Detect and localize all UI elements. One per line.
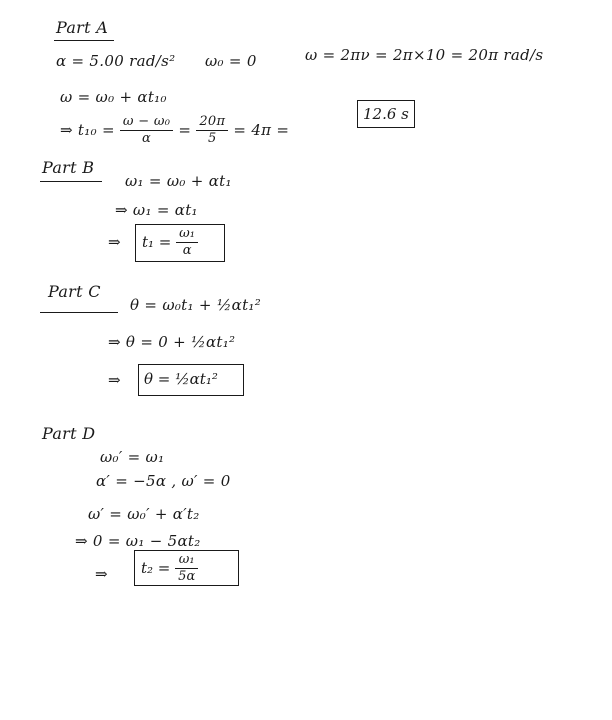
part-b-eq2: ⇒ ω₁ = αt₁ <box>115 201 198 219</box>
part-b-boxed-lhs: t₁ = <box>142 232 172 251</box>
part-b-heading: Part B <box>42 158 95 177</box>
part-b-eq1: ω₁ = ω₀ + αt₁ <box>125 172 232 190</box>
part-c-heading: Part C <box>48 282 101 301</box>
part-d-arrow: ⇒ <box>95 565 108 583</box>
part-c-answer: θ = ½αt₁² <box>144 370 218 388</box>
part-d-heading: Part D <box>42 424 96 443</box>
part-d-eq2: α′ = −5α , ω′ = 0 <box>96 472 231 490</box>
part-c-underline <box>40 312 118 313</box>
part-a-frac1 <box>120 114 173 148</box>
part-b-frac-den: α <box>182 243 192 259</box>
part-d-eq3: ω′ = ω₀′ + α′t₂ <box>88 505 200 523</box>
part-a-given-w: ω = 2πν = 2π×10 = 20π rad/s <box>305 46 544 64</box>
part-c-arrow: ⇒ <box>108 371 121 389</box>
part-d-boxed-lhs: t₂ = <box>141 558 171 577</box>
part-a-eq2-lhs: ⇒ t₁₀ = <box>60 120 115 139</box>
part-c-eq1: θ = ω₀t₁ + ½αt₁² <box>130 296 262 314</box>
part-b-arrow: ⇒ <box>108 233 121 251</box>
part-d-eq1: ω₀′ = ω₁ <box>100 448 165 466</box>
part-d-frac-num: ω₁ <box>175 552 198 569</box>
part-a-eq2 <box>60 114 289 148</box>
part-b-underline <box>40 181 102 182</box>
part-d-frac <box>175 552 198 586</box>
part-a-eq2-eq: = <box>178 120 192 139</box>
part-d-eq4: ⇒ 0 = ω₁ − 5αt₂ <box>75 532 201 550</box>
part-c-eq2: ⇒ θ = 0 + ½αt₁² <box>108 333 236 351</box>
part-d-answer <box>141 552 198 586</box>
part-a-frac2-num: 20π <box>196 114 228 131</box>
part-a-answer: 12.6 s <box>363 105 409 123</box>
part-b-answer <box>142 226 198 260</box>
part-a-eq2-rest: = 4π = <box>233 120 290 139</box>
part-a-frac1-num: ω − ω₀ <box>120 114 173 131</box>
part-a-frac2 <box>196 114 228 148</box>
part-a-eq1: ω = ω₀ + αt₁₀ <box>60 88 167 106</box>
part-a-given-w0: ω₀ = 0 <box>205 52 257 70</box>
part-a-underline <box>54 40 114 41</box>
part-b-frac <box>176 226 198 260</box>
part-a-heading: Part A <box>56 18 109 37</box>
part-a-given-alpha: α = 5.00 rad/s² <box>56 52 176 70</box>
part-d-frac-den: 5α <box>178 569 196 585</box>
part-a-frac2-den: 5 <box>208 131 217 147</box>
part-b-frac-num: ω₁ <box>176 226 198 243</box>
part-a-frac1-den: α <box>142 131 152 147</box>
